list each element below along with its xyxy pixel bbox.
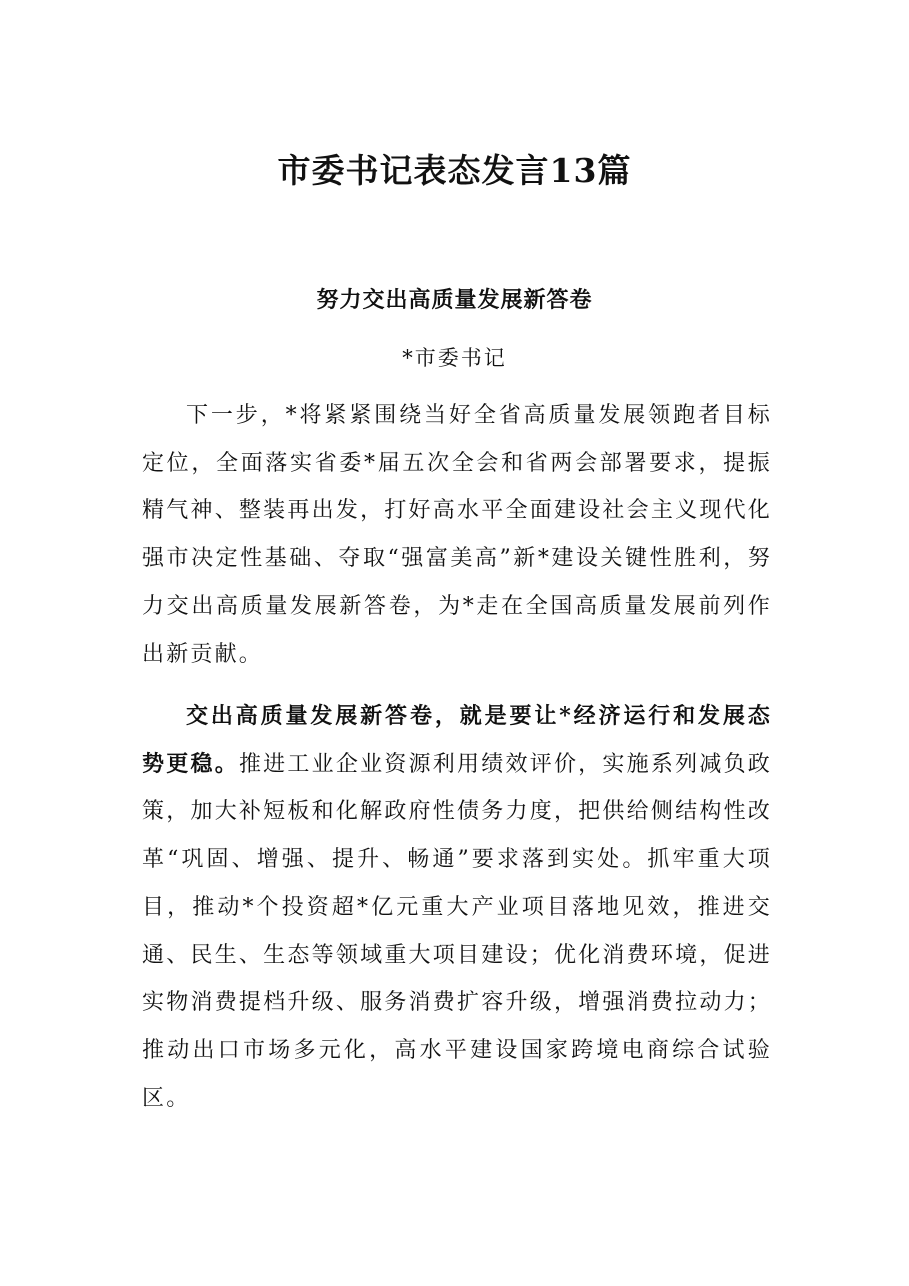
- author-line: *市委书记: [402, 346, 507, 370]
- paragraph-text: 推进工业企业资源利用绩效评价，实施系列减负政策，加大补短板和化解政府性债务力度，把供给侧结构性改革“巩固、增强、提升、畅通”要求落到实处。抓牢重大项目，推动*个投资超*亿元重大产业项目落地见效，推进交通、民生、生态等领域重大项目建设；优化消费环境，促进实物消费提档升级、服务消费扩容升级，增强消费拉动力；推动出口市场多元化，高水平建设国家跨境电商综合试验区。: [142, 751, 772, 1111]
- body-paragraph: [142, 693, 772, 1122]
- document-title: 市委书记表态发言13篇: [277, 151, 632, 190]
- paragraph-lead: 交出高质量发展新答卷，就是要让*经济运行和发展态势更稳。: [142, 703, 772, 777]
- paragraph-text: 下一步，*将紧紧围绕当好全省高质量发展领跑者目标定位，全面落实省委*届五次全会和省两会部署要求，提振精气神、整装再出发，打好高水平全面建设社会主义现代化强市决定性基础、夺取“强富美高”新*建设关键性胜利，努力交出高质量发展新答卷，为*走在全国高质量发展前列作出新贡献。: [142, 403, 772, 667]
- body-paragraph: [142, 392, 772, 678]
- section-title: 努力交出高质量发展新答卷: [316, 287, 593, 313]
